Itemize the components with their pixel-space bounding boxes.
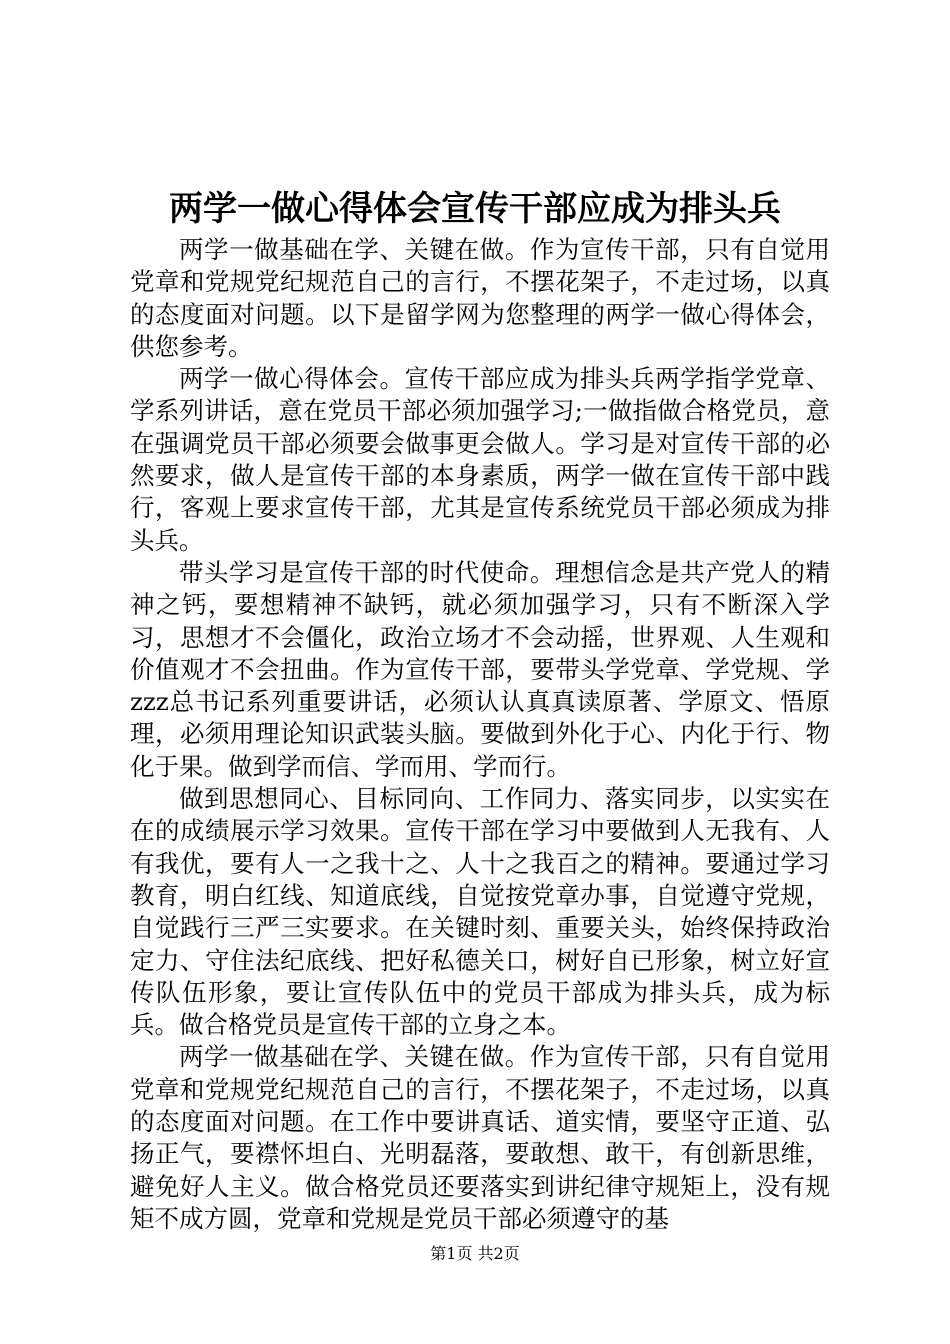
paragraph: 做到思想同心、目标同向、工作同力、落实同步，以实实在在的成绩展示学习效果。宣传干部在学习中要做到人无我有、人有我优，要有人一之我十之、人十之我百之的精神。要通过学习教育，明白红线、知道底线，自觉按党章办事，自觉遵守党规，自觉践行三严三实要求。在关键时刻、重要关头，始终保持政治定力、守住法纪底线、把好私德关口，树好自已形象，树立好宣传队伍形象，要让宣传队伍中的党员干部成为排头兵，成为标兵。做合格党员是宣传干部的立身之本。	[130, 784, 830, 1040]
paragraph: 带头学习是宣传干部的时代使命。理想信念是共产党人的精神之钙，要想精神不缺钙，就必须加强学习，只有不断深入学习，思想才不会僵化，政治立场才不会动摇，世界观、人生观和价值观才不会扭曲。作为宣传干部，要带头学党章、学党规、学zzz总书记系列重要讲话，必须认认真真读原著、学原文、悟原理，必须用理论知识武装头脑。要做到外化于心、内化于行、物化于果。做到学而信、学而用、学而行。	[130, 557, 830, 781]
page-number-footer: 第1页 共2页	[430, 1244, 520, 1263]
paragraph: 两学一做心得体会。宣传干部应成为排头兵两学指学党章、学系列讲话，意在党员干部必须加强学习;一做指做合格党员，意在强调党员干部必须要会做事更会做人。学习是对宣传干部的必然要求，做人是宣传干部的本身素质，两学一做在宣传干部中践行，客观上要求宣传干部，尤其是宣传系统党员干部必须成为排头兵。	[130, 364, 830, 555]
document-title: 两学一做心得体会宣传干部应成为排头兵	[169, 189, 781, 229]
document-body	[130, 234, 830, 1235]
paragraph: 两学一做基础在学、关键在做。作为宣传干部，只有自觉用党章和党规党纪规范自己的言行，不摆花架子，不走过场，以真的态度面对问题。以下是留学网为您整理的两学一做心得体会，供您参考。	[130, 235, 830, 361]
paragraph: 两学一做基础在学、关键在做。作为宣传干部，只有自觉用党章和党规党纪规范自己的言行，不摆花架子，不走过场，以真的态度面对问题。在工作中要讲真话、道实情，要坚守正道、弘扬正气，要襟怀坦白、光明磊落，要敢想、敢干，有创新思维，避免好人主义。做合格党员还要落实到讲纪律守规矩上，没有规矩不成方圆，党章和党规是党员干部必须遵守的基	[130, 1042, 830, 1233]
